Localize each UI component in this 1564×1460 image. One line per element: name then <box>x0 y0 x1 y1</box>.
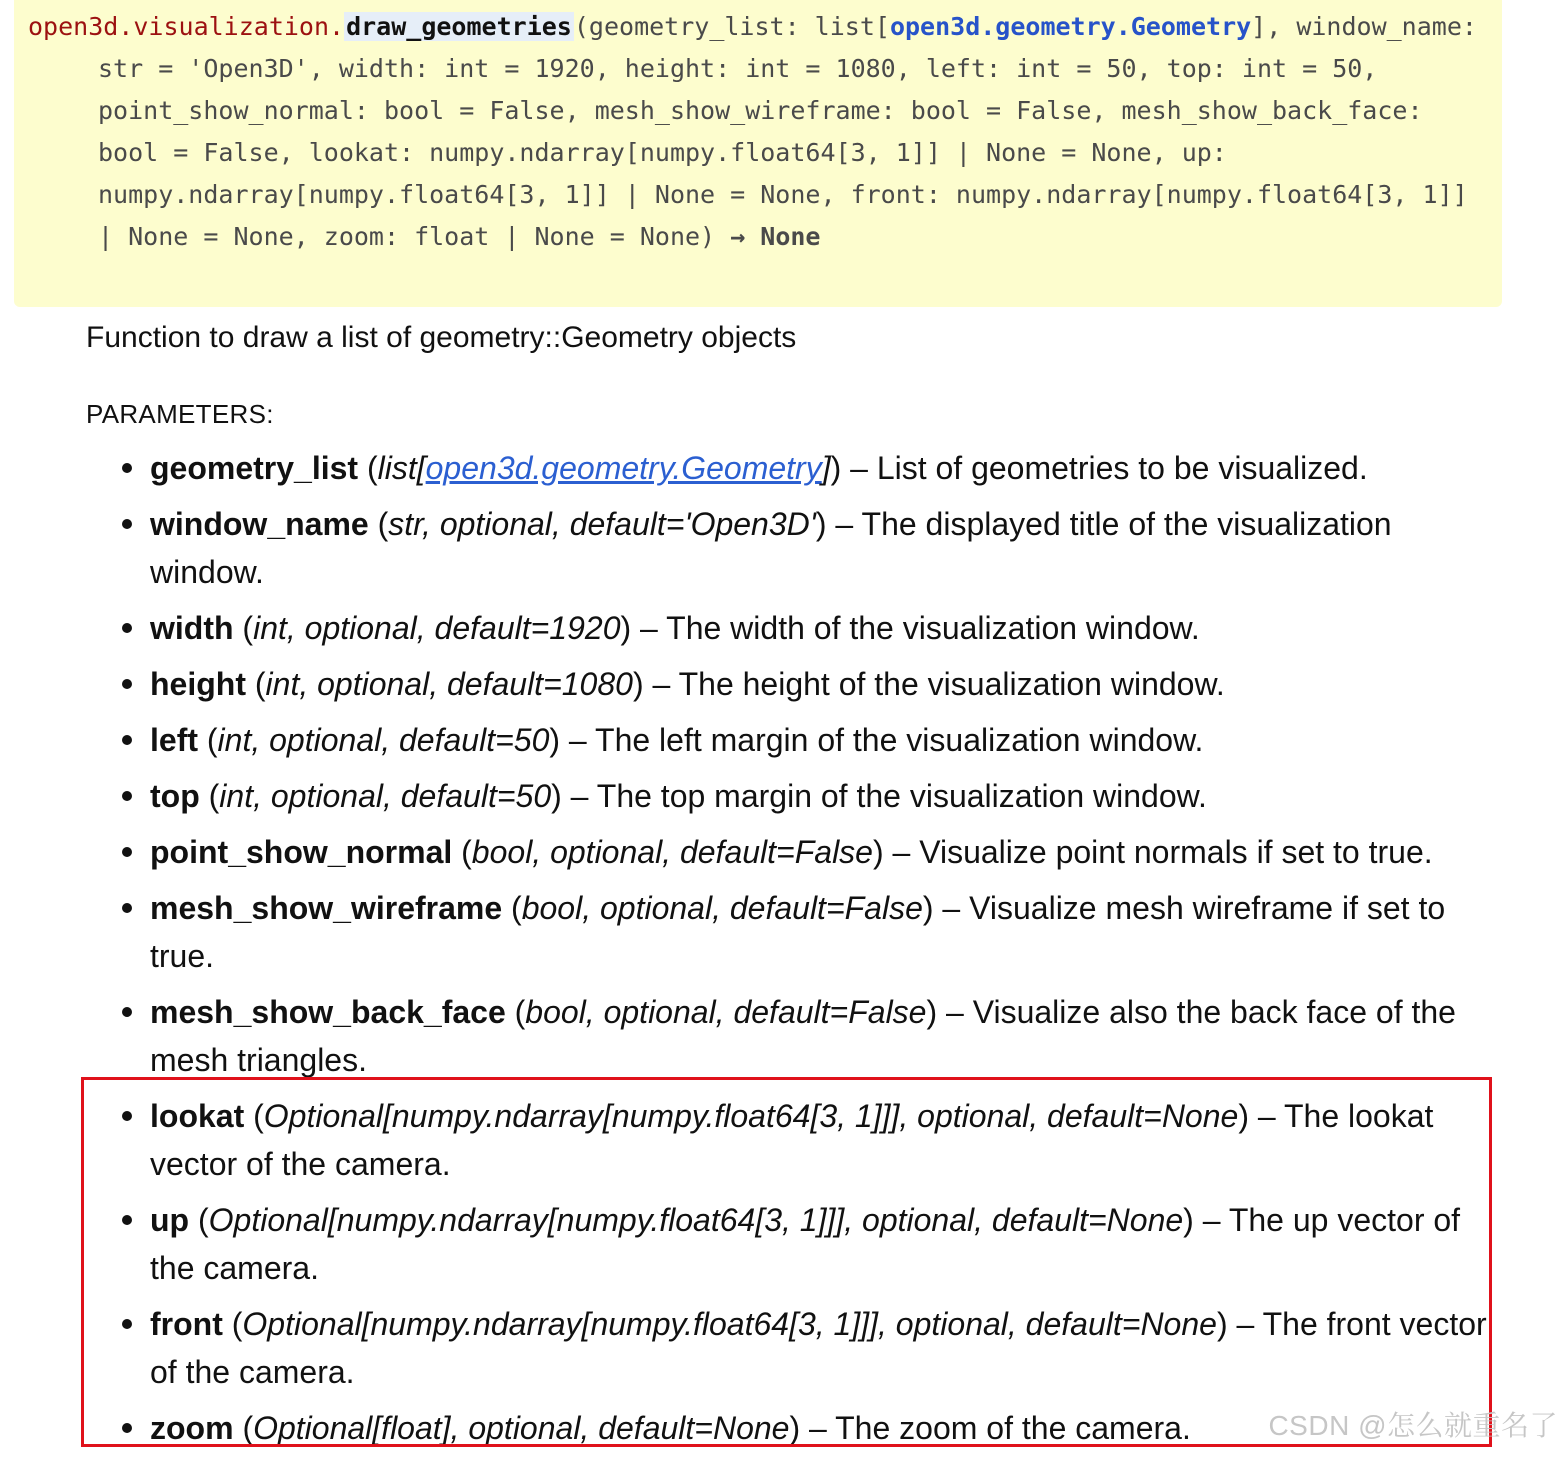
param-lookat <box>150 1092 1496 1188</box>
param-desc: – Visualize also the back face of the mesh triangles. <box>150 994 1456 1078</box>
param-name: point_show_normal <box>150 834 453 870</box>
param-point-show-normal <box>150 828 1496 876</box>
param-front <box>150 1300 1496 1396</box>
param-window-name <box>150 500 1496 596</box>
signature-params-open: (geometry_list: list[ <box>573 12 890 41</box>
paren-open: ( <box>198 722 218 758</box>
signature-function-name[interactable]: draw_geometries <box>346 12 572 41</box>
param-name: front <box>150 1306 223 1342</box>
paren-close: ) <box>1216 1306 1228 1342</box>
signature-params-rest: ], window_name: str = 'Open3D', width: int = 1920, height: int = 1080, left: int = 50, top: int = 50, point_show_normal: bool = False, mesh_show_wireframe: bool = False, mesh_show_back_face: bool = False, lookat: numpy.ndarray[numpy.float64[3, 1]] | None = None, up: numpy.ndarray[numpy.float64[3, 1]] | None = None, front: numpy.ndarray[numpy.float64[3, 1]] | None = None, zoom: float | None = None) <box>98 12 1477 251</box>
param-type: bool, optional, default=False <box>521 890 923 926</box>
param-type: int, optional, default=1920 <box>253 610 621 646</box>
param-geometry-list <box>150 444 1496 492</box>
param-height <box>150 660 1496 708</box>
paren-open: ( <box>189 1202 209 1238</box>
paren-open: ( <box>358 450 378 486</box>
param-name: window_name <box>150 506 369 542</box>
paren-close: ) <box>789 1410 801 1446</box>
param-name: top <box>150 778 200 814</box>
signature-geometry-type-link[interactable]: open3d.geometry.Geometry <box>889 12 1252 41</box>
paren-open: ( <box>199 778 220 814</box>
param-desc: – The front vector of the camera. <box>150 1306 1487 1390</box>
signature-return-type: None <box>760 222 821 251</box>
paren-open: ( <box>368 506 389 542</box>
paren-close: ) <box>620 610 632 646</box>
param-name: width <box>150 610 234 646</box>
param-type: Optional[float], optional, default=None <box>253 1410 790 1446</box>
signature-arrow: → <box>715 222 761 251</box>
param-name: up <box>150 1202 190 1238</box>
paren-open: ( <box>505 994 526 1030</box>
paren-close: ) <box>815 506 827 542</box>
param-desc: – List of geometries to be visualized. <box>841 450 1368 486</box>
param-desc: – The lookat vector of the camera. <box>150 1098 1434 1182</box>
paren-open: ( <box>245 666 266 702</box>
paren-close: ) <box>926 994 938 1030</box>
type-prefix: list[ <box>377 450 426 486</box>
paren-open: ( <box>502 890 522 926</box>
param-mesh-show-wireframe <box>150 884 1496 980</box>
param-type: Optional[numpy.ndarray[numpy.float64[3, 1]]], optional, default=None <box>263 1098 1239 1134</box>
paren-open: ( <box>452 834 472 870</box>
paren-close: ) <box>830 450 842 486</box>
param-type: int, optional, default=1080 <box>265 666 633 702</box>
geometry-type-link[interactable]: open3d.geometry.Geometry <box>425 450 822 486</box>
param-name: height <box>150 666 246 702</box>
paren-open: ( <box>222 1306 243 1342</box>
param-type: Optional[numpy.ndarray[numpy.float64[3, 1]]], optional, default=None <box>208 1202 1184 1238</box>
param-desc: – The up vector of the camera. <box>150 1202 1461 1286</box>
param-type: int, optional, default=50 <box>219 778 552 814</box>
paren-close: ) <box>1238 1098 1249 1134</box>
param-desc: – The top margin of the visualization window. <box>561 778 1207 814</box>
param-desc: – The displayed title of the visualization window. <box>150 506 1392 590</box>
param-name: mesh_show_back_face <box>150 994 506 1030</box>
function-description: Function to draw a list of geometry::Geometry objects <box>86 321 797 354</box>
paren-open: ( <box>233 1410 254 1446</box>
paren-close: ) <box>1183 1202 1194 1238</box>
param-type <box>378 450 831 486</box>
paren-open: ( <box>233 610 254 646</box>
param-name: mesh_show_wireframe <box>150 890 503 926</box>
param-type: int, optional, default=50 <box>217 722 550 758</box>
parameters-heading: PARAMETERS: <box>86 399 274 429</box>
param-name: left <box>150 722 198 758</box>
param-desc: – Visualize mesh wireframe if set to true. <box>150 890 1446 974</box>
param-width <box>150 604 1496 652</box>
param-type: str, optional, default='Open3D' <box>388 506 816 542</box>
function-signature <box>14 0 1502 307</box>
paren-close: ) <box>872 834 884 870</box>
paren-close: ) <box>551 778 562 814</box>
paren-close: ) <box>922 890 934 926</box>
param-top <box>150 772 1496 820</box>
param-type: bool, optional, default=False <box>525 994 927 1030</box>
param-desc: – The left margin of the visualization window. <box>560 722 1204 758</box>
param-desc: – The width of the visualization window. <box>631 610 1200 646</box>
csdn-watermark: CSDN @怎么就重名了 <box>1268 1410 1558 1441</box>
signature-module: open3d.visualization. <box>28 12 345 41</box>
paren-close: ) <box>632 666 644 702</box>
param-left <box>150 716 1496 764</box>
paren-close: ) <box>549 722 561 758</box>
param-name: geometry_list <box>150 450 359 486</box>
param-desc: – Visualize point normals if set to true. <box>883 834 1433 870</box>
param-name: lookat <box>150 1098 245 1134</box>
param-desc: – The height of the visualization window. <box>643 666 1225 702</box>
param-desc: – The zoom of the camera. <box>800 1410 1191 1446</box>
param-type: bool, optional, default=False <box>471 834 873 870</box>
type-suffix: ] <box>821 450 831 486</box>
parameter-list <box>86 444 1496 1460</box>
param-name: zoom <box>150 1410 234 1446</box>
param-mesh-show-back-face <box>150 988 1496 1084</box>
param-type: Optional[numpy.ndarray[numpy.float64[3, 1]]], optional, default=None <box>242 1306 1217 1342</box>
param-up <box>150 1196 1496 1292</box>
paren-open: ( <box>244 1098 264 1134</box>
